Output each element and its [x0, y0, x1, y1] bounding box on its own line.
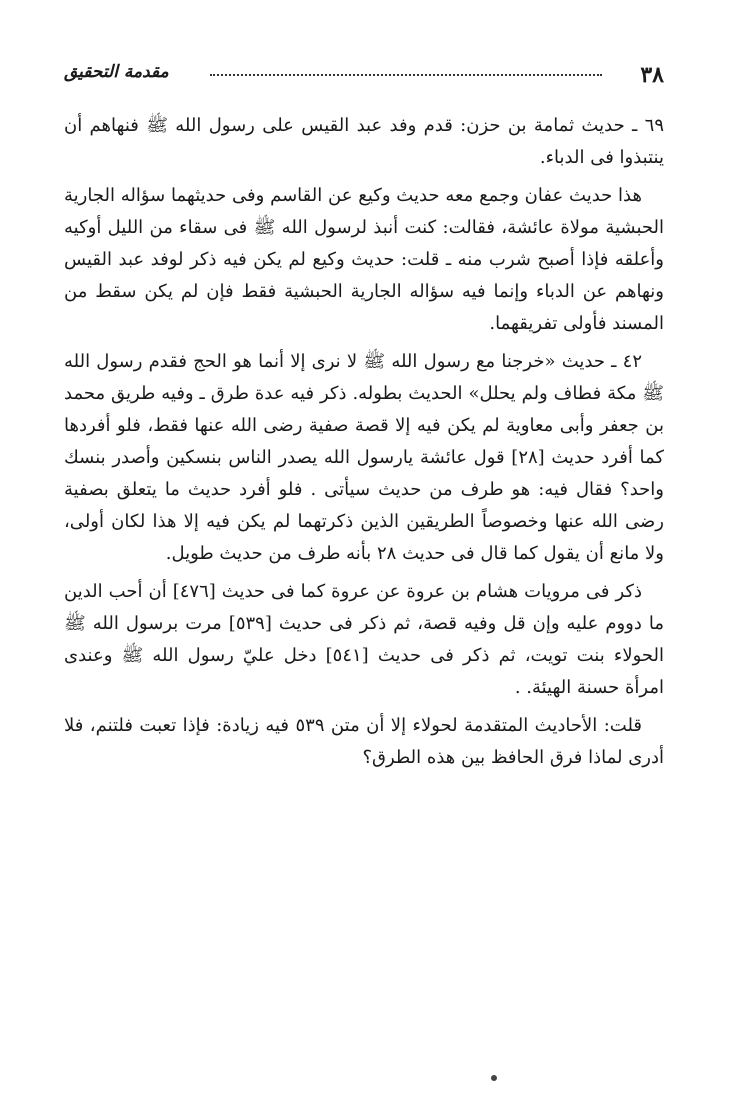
page-body	[64, 110, 664, 780]
paragraph-affan-commentary: هذا حديث عفان وجمع معه حديث وكيع عن القاسم وفى حديثهما سؤاله الجارية الحبشية مولاة عائشة، فقالت: كنت أنبذ لرسول الله ﷺ فى سقاء من الليل أوكيه وأعلقه فإذا أصبح شرب منه ـ قلت: حديث وكيع لم يكن فيه ذكر لوفد عبد القيس ونهاهم عن الدباء وإنما فيه سؤاله الجارية الحبشية فقط فإن لم يكن سقط من المسند فأولى تفريقهما.	[64, 185, 664, 334]
footer-dot	[491, 1075, 497, 1081]
paragraph-hisham-narrations: ذكر فى مرويات هشام بن عروة عن عروة كما فى حديث [٤٧٦] أن أحب الدين ما دووم عليه وإن قل وفيه قصة، ثم ذكر فى حديث [٥٣٩] مرت برسول الله ﷺ الحولاء بنت تويت، ثم ذكر فى حديث [٥٤١] دخل عليّ رسول الله ﷺ وعندى امرأة حسنة الهيئة. .	[64, 581, 664, 698]
paragraph-hadith-42: ٤٢ ـ حديث «خرجنا مع رسول الله ﷺ لا نرى إلا أنما هو الحج فقدم رسول الله ﷺ مكة فطاف ولم يحلل» الحديث بطوله. ذكر فيه عدة طرق ـ وفيه طريق محمد بن جعفر وأبى معاوية لم يكن فيه إلا قصة صفية رضى الله عنها فقط، فلو أفردها كما أفرد حديث [٢٨] قول عائشة يارسول الله يصدر الناس بنسكين وأصدر بنسك واحد؟ فقال فيه: هو طرف من حديث سيأتى . فلو أفرد حديث ما يتعلق بصفية رضى الله عنها وخصوصاً الطريقين الذين ذكرتهما لم يكن فيه إلا هذا لكان أولى، ولا مانع أن يقول كما قال فى حديث ٢٨ بأنه طرف من حديث طويل.	[64, 351, 664, 564]
paragraph-hadith-69: ٦٩ ـ حديث ثمامة بن حزن: قدم وفد عبد القيس على رسول الله ﷺ فنهاهم أن ينتبذوا فى الدباء.	[64, 115, 664, 168]
page-header	[64, 58, 664, 92]
header-dotted-rule	[210, 74, 602, 76]
page-number: ٣٨	[640, 62, 664, 88]
paragraph-conclusion: قلت: الأحاديث المتقدمة لحولاء إلا أن متن ٥٣٩ فيه زيادة: فإذا تعبت فلتنم، فلا أدرى لماذا فرق الحافظ بين هذه الطرق؟	[64, 715, 664, 768]
running-head: مقدمة التحقيق	[64, 62, 169, 82]
